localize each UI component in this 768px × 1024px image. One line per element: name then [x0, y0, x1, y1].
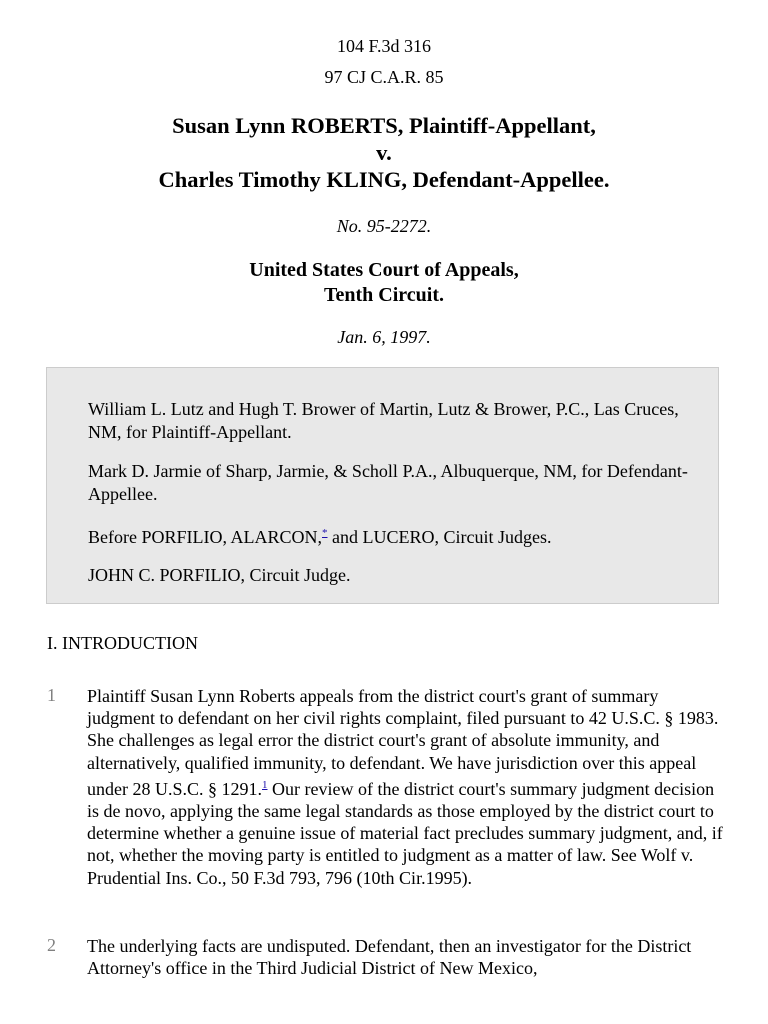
- panel-before: Before PORFILIO, ALARCON,: [88, 527, 322, 547]
- paragraph-2: The underlying facts are undisputed. Defendant, then an investigator for the District Attorney's office in the Third Judicial District of New Mexico,: [87, 936, 692, 979]
- paragraph-1: [87, 685, 727, 889]
- docket-number: No. 95-2272.: [336, 216, 432, 236]
- counsel-plaintiff: William L. Lutz and Hugh T. Brower of Martin, Lutz & Brower, P.C., Las Cruces, NM, for Plaintiff-Appellant.: [88, 399, 679, 442]
- footnote-star-link[interactable]: *: [322, 527, 328, 539]
- decision-date: Jan. 6, 1997.: [337, 327, 431, 347]
- court-line-1: United States Court of Appeals,: [249, 259, 519, 281]
- reporter-citation: 104 F.3d 316: [336, 36, 432, 56]
- case-caption: [0, 112, 768, 193]
- counsel-defendant: Mark D. Jarmie of Sharp, Jarmie, & Scholl P.A., Albuquerque, NM, for Defendant-Appellee.: [88, 461, 688, 504]
- footnote-1-link[interactable]: 1: [262, 778, 268, 791]
- counsel-box: [46, 367, 719, 604]
- paragraph-1-text-after: Our review of the district court's summary judgment decision is de novo, applying the same legal standards as those employed by the district court to determine whether a genuine issue of material fact precludes summary judgment, and, if not, whether the moving party is entitled to judgment as a matter of law. See Wolf v. Prudential Ins. Co., 50 F.3d 793, 796 (10th Cir.1995).: [87, 778, 723, 888]
- paragraph-number: 1: [47, 685, 56, 705]
- panel-after: and LUCERO, Circuit Judges.: [327, 527, 552, 547]
- caption-defendant: Charles Timothy KLING, Defendant-Appellee.: [158, 167, 610, 192]
- panel-judges: [88, 522, 688, 549]
- caption-plaintiff: Susan Lynn ROBERTS, Plaintiff-Appellant,: [172, 113, 596, 138]
- opinion-author: JOHN C. PORFILIO, Circuit Judge.: [88, 565, 351, 585]
- court-line-2: Tenth Circuit.: [323, 284, 445, 306]
- section-heading: I. INTRODUCTION: [47, 633, 198, 653]
- court-name: [0, 258, 768, 308]
- caption-versus: v.: [376, 140, 392, 165]
- paragraph-1-text-before: Plaintiff Susan Lynn Roberts appeals from the district court's grant of summary judgment to defendant on her civil rights complaint, filed pursuant to 42 U.S.C. § 1983. She challenges as legal error the district court's grant of absolute immunity, and alternatively, qualified immunity, to defendant. We have jurisdiction over this appeal under 28 U.S.C. § 1291.: [87, 686, 719, 799]
- paragraph-number: 2: [47, 935, 56, 955]
- secondary-citation: 97 CJ C.A.R. 85: [324, 67, 444, 87]
